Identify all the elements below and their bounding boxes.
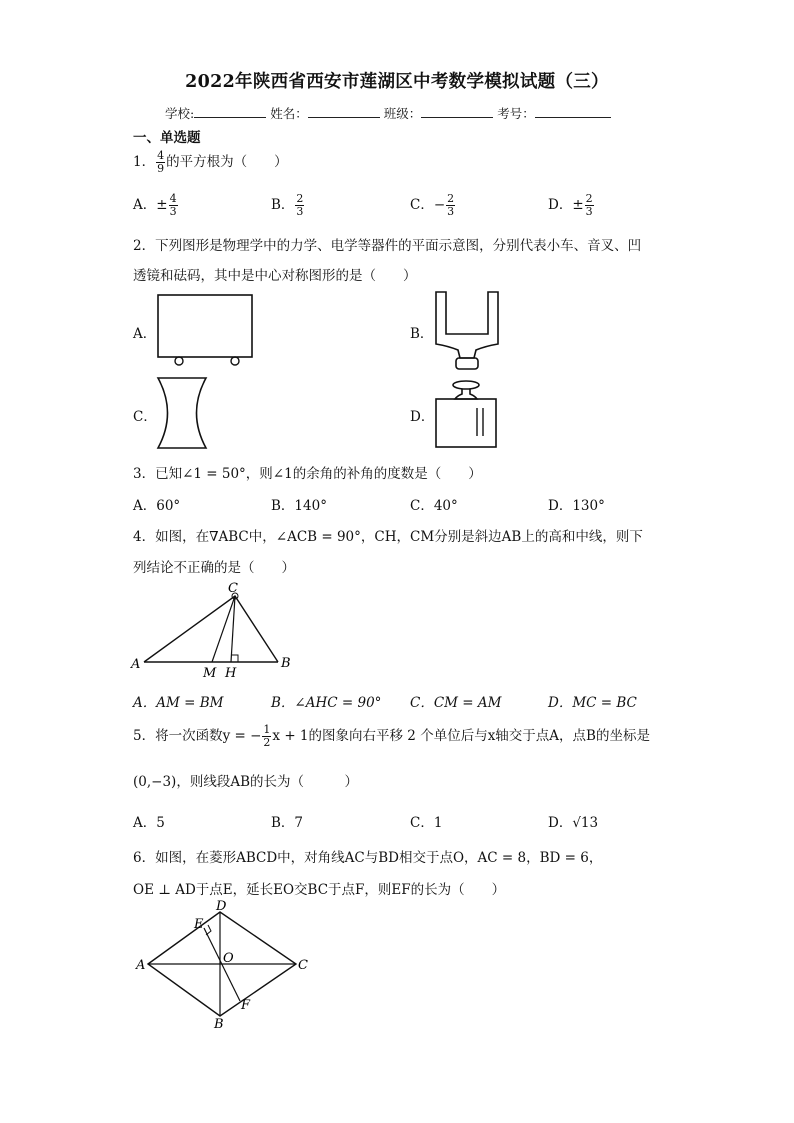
cart-wheel-right (231, 357, 239, 365)
q5-option-b[interactable]: B．7 (271, 815, 304, 831)
q1-stem (133, 150, 288, 175)
q1-option-b[interactable]: B． $\frac{2}{3}$ (271, 192, 304, 218)
label-c: C (298, 958, 308, 973)
label-b: B (214, 1017, 224, 1030)
weight-neck (455, 389, 477, 399)
q5-line2: (0,−3)，则线段AB的长为（ ） (133, 774, 358, 790)
label-m: M (203, 666, 217, 681)
label-b: B (281, 656, 291, 671)
label-a: A (131, 657, 141, 672)
q5-option-c[interactable]: C．1 (410, 815, 443, 831)
q2-option-b[interactable]: B． (410, 326, 434, 342)
label-a: A (136, 958, 146, 973)
q4-line1: 4．如图，在∇ABC中，∠ACB = 90°，CH，CM分别是斜边AB上的高和中线，则下 (133, 529, 643, 545)
cart-wheel-left (175, 357, 183, 365)
tuning-fork-figure (428, 288, 508, 372)
q3-option-a[interactable]: A．60° (133, 498, 181, 514)
q2-option-d[interactable]: D． (410, 409, 435, 425)
q3-stem: 3．已知∠1 = 50°，则∠1的余角的补角的度数是（ ） (133, 466, 482, 482)
q5-post: x + 1的图象向右平移 2 个单位后与x轴交于点A，点B的坐标是 (272, 728, 650, 744)
name-label: 姓名： (270, 106, 308, 121)
school-blank (194, 105, 266, 118)
school-label: 学校: (165, 106, 195, 121)
cart-figure (155, 292, 255, 366)
q2-option-c[interactable]: C． (133, 409, 157, 425)
section-heading: 一、单选题 (133, 130, 201, 146)
triangle-sides (144, 596, 278, 662)
q4-option-b[interactable]: B．∠AHC = 90° (271, 695, 382, 711)
q2-line1: 2．下列图形是物理学中的力学、电学等器件的平面示意图，分别代表小车、音叉、凹 (133, 238, 642, 254)
q3-option-b[interactable]: B．140° (271, 498, 327, 514)
q1-option-c[interactable]: C．− $\frac{2}{3}$ (410, 192, 455, 218)
page-title: 2022年陕西省西安市莲湖区中考数学模拟试题（三） (185, 72, 609, 92)
cart-body (158, 295, 252, 357)
q3-option-d[interactable]: D．130° (548, 498, 605, 514)
q2-line2: 透镜和砝码，其中是中心对称图形的是（ ） (133, 268, 417, 284)
label-c: C (228, 582, 238, 596)
rhombus-figure (130, 900, 315, 1030)
q4-line2: 列结论不正确的是（ ） (133, 560, 295, 576)
q6-line2: OE ⊥ AD于点E，延长EO交BC于点F，则EF的长为（ ） (133, 882, 506, 898)
q1-fraction: $\frac{4}{9}$ (157, 149, 165, 175)
q4-option-a[interactable]: A．AM = BM (133, 695, 224, 711)
label-f: F (241, 998, 251, 1013)
number-label: 考号： (497, 106, 535, 121)
weight-body (436, 399, 496, 447)
label-h: H (225, 666, 237, 681)
fork-handle (456, 358, 478, 369)
q1-number: 1． (133, 154, 156, 170)
class-label: 班级： (383, 106, 422, 121)
q1-text: 的平方根为（ ） (166, 154, 288, 170)
concave-lens-figure (155, 376, 211, 450)
student-info-row (165, 104, 611, 122)
q2-option-a[interactable]: A． (133, 326, 157, 342)
q5-line1 (133, 724, 650, 749)
q4-option-c[interactable]: C．CM = AM (410, 695, 502, 711)
triangle-figure (128, 582, 298, 682)
q3-option-c[interactable]: C．40° (410, 498, 458, 514)
q4-option-d[interactable]: D．MC = BC (548, 695, 637, 711)
fork-outline (436, 292, 498, 358)
weight-figure (433, 378, 499, 450)
q1-option-d[interactable]: D．± $\frac{2}{3}$ (548, 192, 593, 218)
right-angle-mark (231, 655, 238, 662)
number-blank (535, 105, 611, 118)
class-blank (421, 105, 493, 118)
label-d: D (216, 900, 227, 914)
q1-option-a[interactable]: A．± $\frac{4}{3}$ (133, 192, 177, 218)
lens-outline (158, 378, 206, 448)
q5-option-d[interactable]: D．√13 (548, 815, 599, 831)
weight-knob (453, 381, 479, 389)
name-blank (308, 105, 380, 118)
q5-option-a[interactable]: A．5 (133, 815, 165, 831)
q6-line1: 6．如图，在菱形ABCD中，对角线AC与BD相交于点O，AC = 8，BD = 6， (133, 850, 603, 866)
q5-fraction: $\frac{1}{2}$ (263, 723, 271, 749)
q5-pre: 5．将一次函数y = − (133, 728, 262, 744)
label-e: E (194, 917, 204, 932)
label-o: O (223, 951, 234, 966)
